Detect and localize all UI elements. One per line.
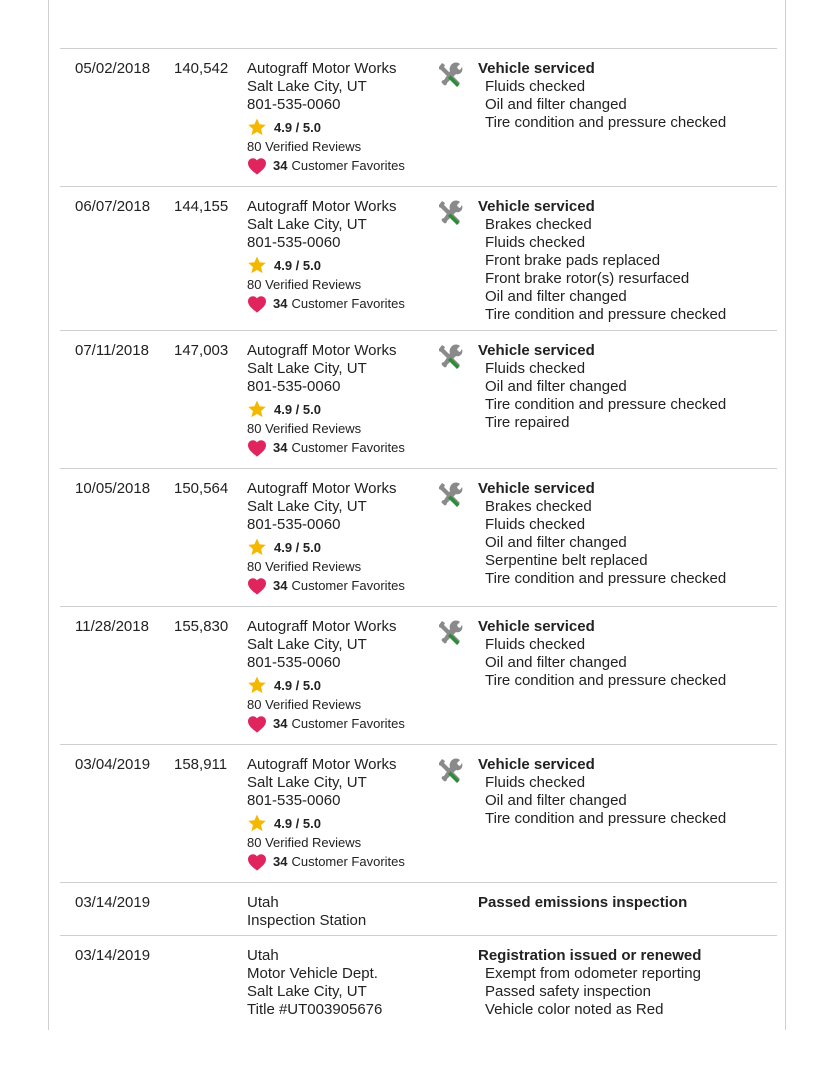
record-detail-item: Vehicle color noted as Red [485, 1001, 664, 1018]
record-detail-item: Oil and filter changed [485, 654, 627, 671]
record-title: Vehicle serviced [478, 756, 595, 773]
record-title: Vehicle serviced [478, 618, 595, 635]
history-record-row [60, 745, 777, 883]
record-detail-item: Tire condition and pressure checked [485, 396, 727, 413]
source-line: Salt Lake City, UT [247, 360, 367, 377]
record-comments [478, 198, 768, 324]
record-title: Passed emissions inspection [478, 894, 688, 911]
record-date: 07/11/2018 [75, 342, 149, 359]
record-date: 10/05/2018 [75, 480, 151, 497]
record-source [247, 60, 437, 175]
source-line: 801-535-0060 [247, 792, 341, 809]
record-source [247, 618, 437, 733]
tools-icon [436, 60, 464, 88]
tools-icon [436, 756, 464, 784]
record-source [247, 342, 437, 457]
record-detail-item: Tire condition and pressure checked [485, 306, 727, 323]
heart-icon [247, 157, 267, 175]
heart-icon [247, 577, 267, 595]
rating-value: 4.9 / 5.0 [274, 257, 321, 273]
source-line: Salt Lake City, UT [247, 774, 367, 791]
source-line: Salt Lake City, UT [247, 78, 367, 95]
record-detail-item: Tire repaired [485, 414, 570, 431]
reviews-count: 80 Verified Reviews [247, 559, 362, 574]
record-title: Vehicle serviced [478, 60, 595, 77]
record-detail-item: Passed safety inspection [485, 983, 651, 1000]
source-line: Autograff Motor Works [247, 60, 397, 77]
record-date: 06/07/2018 [75, 198, 151, 215]
rating-value: 4.9 / 5.0 [274, 119, 321, 135]
favorites-count: 34 [273, 440, 288, 455]
record-detail-item: Oil and filter changed [485, 534, 627, 551]
tools-icon [436, 198, 464, 226]
record-comments [478, 947, 768, 1019]
source-line: Salt Lake City, UT [247, 216, 367, 233]
record-title: Vehicle serviced [478, 198, 595, 215]
record-detail-item: Front brake rotor(s) resurfaced [485, 270, 690, 287]
source-line: Utah [247, 894, 279, 911]
record-source [247, 198, 437, 313]
source-line: Utah [247, 947, 279, 964]
source-line: 801-535-0060 [247, 378, 341, 395]
reviews-count: 80 Verified Reviews [247, 835, 362, 850]
favorites-label: Customer Favorites [291, 296, 405, 311]
source-line: Autograff Motor Works [247, 198, 397, 215]
reviews-count: 80 Verified Reviews [247, 697, 362, 712]
rating-value: 4.9 / 5.0 [274, 815, 321, 831]
favorites-count: 34 [273, 716, 288, 731]
record-title: Vehicle serviced [478, 480, 595, 497]
favorites-label: Customer Favorites [291, 854, 405, 869]
record-title: Vehicle serviced [478, 342, 595, 359]
record-date: 05/02/2018 [75, 60, 151, 77]
favorites-label: Customer Favorites [291, 440, 405, 455]
record-comments [478, 756, 768, 828]
record-mileage: 147,003 [174, 342, 229, 359]
record-date: 03/14/2019 [75, 894, 151, 911]
favorites-count: 34 [273, 158, 288, 173]
source-line: Autograff Motor Works [247, 756, 397, 773]
record-detail-item: Exempt from odometer reporting [485, 965, 701, 982]
reviews-count: 80 Verified Reviews [247, 277, 362, 292]
source-line: Motor Vehicle Dept. [247, 965, 378, 982]
heart-icon [247, 715, 267, 733]
history-record-row [60, 883, 777, 936]
record-detail-item: Tire condition and pressure checked [485, 114, 727, 131]
source-line: Autograff Motor Works [247, 618, 397, 635]
tools-icon [436, 618, 464, 646]
reviews-count: 80 Verified Reviews [247, 139, 362, 154]
rating-line [247, 537, 437, 557]
record-mileage: 140,542 [174, 60, 229, 77]
record-mileage: 150,564 [174, 480, 229, 497]
record-source [247, 894, 437, 930]
tools-icon [436, 342, 464, 370]
heart-icon [247, 439, 267, 457]
record-detail-item: Tire condition and pressure checked [485, 570, 727, 587]
rating-value: 4.9 / 5.0 [274, 401, 321, 417]
favorites-count: 34 [273, 296, 288, 311]
favorites-line [247, 156, 437, 175]
reviews-count: 80 Verified Reviews [247, 421, 362, 436]
record-date: 03/14/2019 [75, 947, 151, 964]
rating-line [247, 675, 437, 695]
history-record-row [60, 469, 777, 607]
favorites-line [247, 576, 437, 595]
record-detail-item: Serpentine belt replaced [485, 552, 648, 569]
record-source [247, 947, 437, 1019]
record-detail-item: Tire condition and pressure checked [485, 672, 727, 689]
record-source [247, 480, 437, 595]
record-detail-item: Fluids checked [485, 636, 586, 653]
rating-value: 4.9 / 5.0 [274, 539, 321, 555]
record-date: 03/04/2019 [75, 756, 151, 773]
star-icon [247, 255, 267, 275]
favorites-line [247, 438, 437, 457]
record-date: 11/28/2018 [75, 618, 149, 635]
record-detail-item: Tire condition and pressure checked [485, 810, 727, 827]
rating-line [247, 399, 437, 419]
source-line: Inspection Station [247, 912, 367, 929]
record-detail-item: Fluids checked [485, 78, 586, 95]
rating-line [247, 813, 437, 833]
favorites-label: Customer Favorites [291, 578, 405, 593]
history-record-row [60, 187, 777, 331]
record-mileage: 155,830 [174, 618, 229, 635]
record-detail-item: Fluids checked [485, 360, 586, 377]
rating-line [247, 117, 437, 137]
frame-right-border [785, 0, 786, 1030]
record-detail-item: Oil and filter changed [485, 96, 627, 113]
record-mileage: 144,155 [174, 198, 229, 215]
favorites-line [247, 714, 437, 733]
history-record-row [60, 49, 777, 187]
record-detail-item: Fluids checked [485, 516, 586, 533]
record-mileage: 158,911 [174, 756, 228, 773]
record-comments [478, 618, 768, 690]
record-detail-item: Brakes checked [485, 216, 592, 233]
source-line: 801-535-0060 [247, 234, 341, 251]
record-comments [478, 480, 768, 588]
star-icon [247, 813, 267, 833]
star-icon [247, 675, 267, 695]
star-icon [247, 117, 267, 137]
history-record-row [60, 936, 777, 1032]
record-detail-item: Brakes checked [485, 498, 592, 515]
star-icon [247, 537, 267, 557]
favorites-count: 34 [273, 854, 288, 869]
favorites-label: Customer Favorites [291, 158, 405, 173]
source-line: Title #UT003905676 [247, 1001, 383, 1018]
source-line: Salt Lake City, UT [247, 636, 367, 653]
record-detail-item: Fluids checked [485, 774, 586, 791]
frame-left-border [48, 0, 49, 1030]
source-line: Salt Lake City, UT [247, 498, 367, 515]
vehicle-history-table [60, 48, 777, 1032]
rating-line [247, 255, 437, 275]
favorites-label: Customer Favorites [291, 716, 405, 731]
source-line: 801-535-0060 [247, 96, 341, 113]
record-comments [478, 342, 768, 432]
heart-icon [247, 853, 267, 871]
favorites-line [247, 294, 437, 313]
record-detail-item: Front brake pads replaced [485, 252, 661, 269]
rating-value: 4.9 / 5.0 [274, 677, 321, 693]
source-line: Salt Lake City, UT [247, 983, 367, 1000]
history-record-row [60, 331, 777, 469]
record-source [247, 756, 437, 871]
source-line: 801-535-0060 [247, 654, 341, 671]
record-comments [478, 894, 768, 912]
favorites-count: 34 [273, 578, 288, 593]
record-title: Registration issued or renewed [478, 947, 702, 964]
record-comments [478, 60, 768, 132]
tools-icon [436, 480, 464, 508]
history-record-row [60, 607, 777, 745]
record-detail-item: Fluids checked [485, 234, 586, 251]
record-detail-item: Oil and filter changed [485, 792, 627, 809]
record-detail-item: Oil and filter changed [485, 288, 627, 305]
favorites-line [247, 852, 437, 871]
record-detail-item: Oil and filter changed [485, 378, 627, 395]
heart-icon [247, 295, 267, 313]
source-line: Autograff Motor Works [247, 480, 397, 497]
source-line: 801-535-0060 [247, 516, 341, 533]
star-icon [247, 399, 267, 419]
source-line: Autograff Motor Works [247, 342, 397, 359]
